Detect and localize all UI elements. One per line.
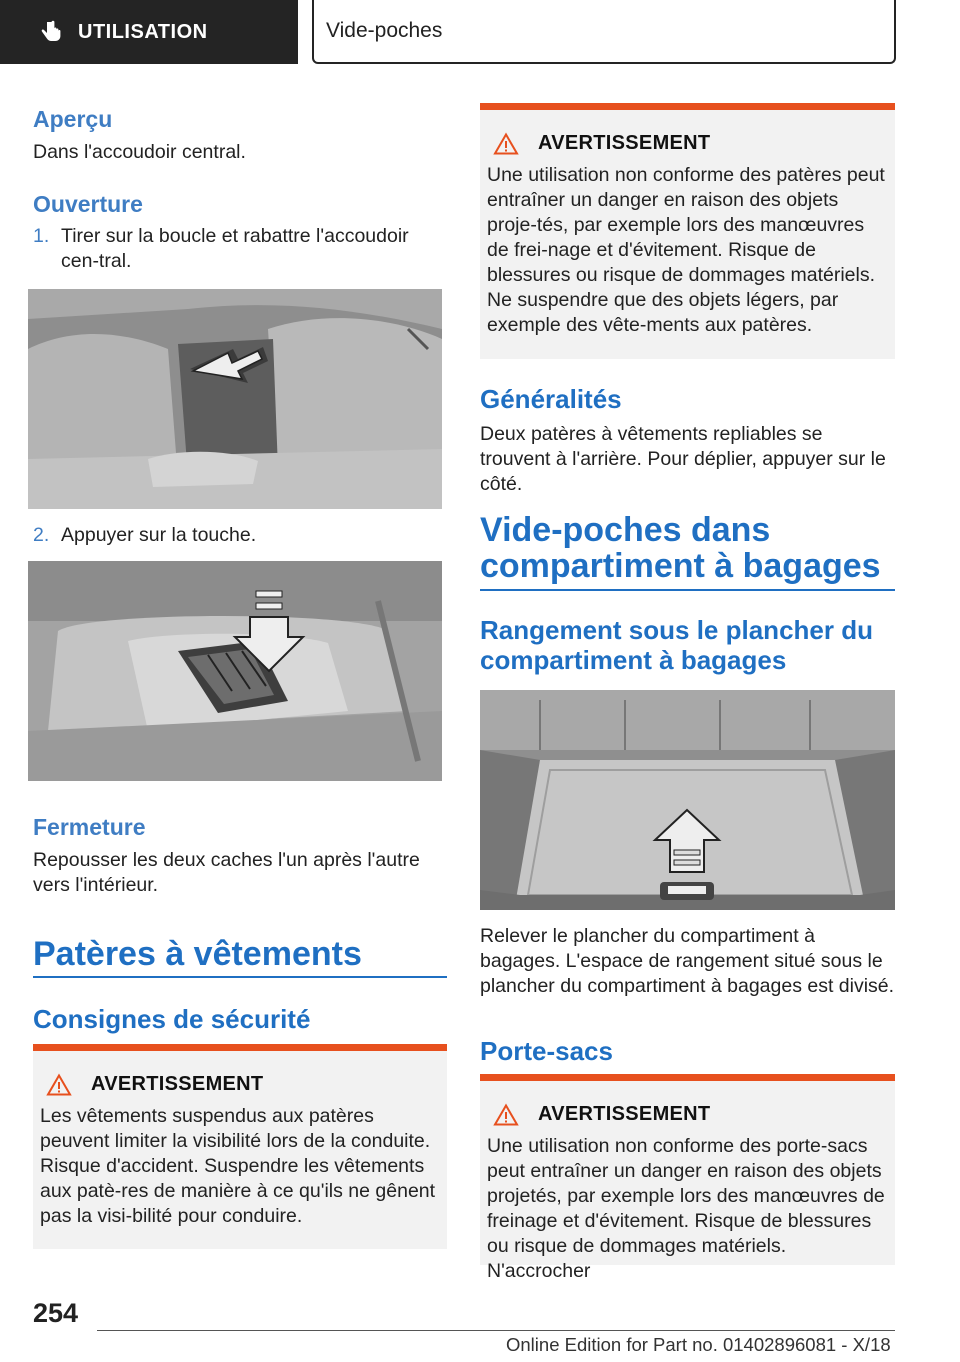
hand-pointer-icon	[38, 19, 64, 45]
warning-box-projectiles	[480, 103, 895, 359]
armrest-button-photo	[28, 561, 442, 781]
footer-edition: Online Edition for Part no. 01402896081 - X/18	[506, 1334, 891, 1355]
step-text: Appuyer sur la touche.	[61, 524, 257, 546]
vide-poches-heading: Vide-poches dans compartiment à bagages	[480, 511, 881, 585]
warning-text: Une utilisation non conforme des patères peut entraîner un danger en raison des objets proje-tés, par exemple lors des manœuvres de frei-nage et d'évitement. Risque de blessures ou risque de dommages matériels. Ne suspendre que des objets légers, par exemple des vête-ments aux patères.	[487, 164, 885, 336]
heading-rule	[480, 589, 895, 591]
warning-label: AVERTISSEMENT	[91, 1073, 264, 1095]
warning-triangle-icon	[47, 1074, 71, 1096]
topic-title: Vide-poches	[326, 19, 443, 42]
step-text: Tirer sur la boucle et rabattre l'accoudoir cen-tral.	[61, 225, 409, 272]
footer-rule	[97, 1330, 895, 1331]
warning-triangle-icon	[494, 133, 518, 155]
warning-label: AVERTISSEMENT	[538, 132, 711, 154]
apercu-text: Dans l'accoudoir central.	[33, 141, 246, 163]
porte-sacs-heading: Porte-sacs	[480, 1036, 613, 1066]
step-2	[33, 523, 447, 548]
step-number: 2.	[33, 524, 50, 546]
step-number: 1.	[33, 225, 50, 247]
generalites-heading: Généralités	[480, 384, 622, 414]
section-header	[0, 0, 298, 64]
warning-triangle-icon	[494, 1104, 518, 1126]
rangement-heading: Rangement sous le plancher du compartiment à bagages	[480, 615, 873, 675]
section-title: UTILISATION	[78, 20, 208, 43]
topic-tab	[312, 0, 896, 64]
armrest-photo	[28, 289, 442, 509]
warning-label: AVERTISSEMENT	[538, 1103, 711, 1125]
ouverture-heading: Ouverture	[33, 191, 143, 217]
luggage-floor-photo	[480, 690, 895, 910]
warning-text: Une utilisation non conforme des porte-sacs peut entraîner un danger en raison des objets projetés, par exemple lors des manœuvres de freinage et d'évitement. Risque de blessures ou risque de dommages matériels. N'accrocher	[487, 1135, 885, 1282]
fermeture-heading: Fermeture	[33, 814, 146, 840]
relever-text: Relever le plancher du compartiment à bagages. L'espace de rangement situé sous le plancher du compartiment à bagages est divisé.	[480, 925, 895, 997]
warning-box-pateres	[33, 1044, 447, 1249]
apercu-heading: Aperçu	[33, 106, 113, 132]
heading-rule	[33, 976, 447, 978]
generalites-text: Deux patères à vêtements repliables se trouvent à l'arrière. Pour déplier, appuyer sur le côté.	[480, 423, 886, 495]
step-1	[33, 224, 447, 274]
warning-text: Les vêtements suspendus aux patères peuvent limiter la visibilité lors de la conduite. Risque d'accident. Suspendre les vêtements aux patè-res de manière à ce qu'ils ne gênent pas la visi-bilité pour conduire.	[40, 1105, 436, 1227]
page-number: 254	[33, 1298, 79, 1328]
consignes-heading: Consignes de sécurité	[33, 1004, 311, 1034]
warning-box-porte-sacs	[480, 1074, 895, 1282]
fermeture-text: Repousser les deux caches l'un après l'autre vers l'intérieur.	[33, 849, 420, 896]
pateres-heading: Patères à vêtements	[33, 935, 362, 973]
